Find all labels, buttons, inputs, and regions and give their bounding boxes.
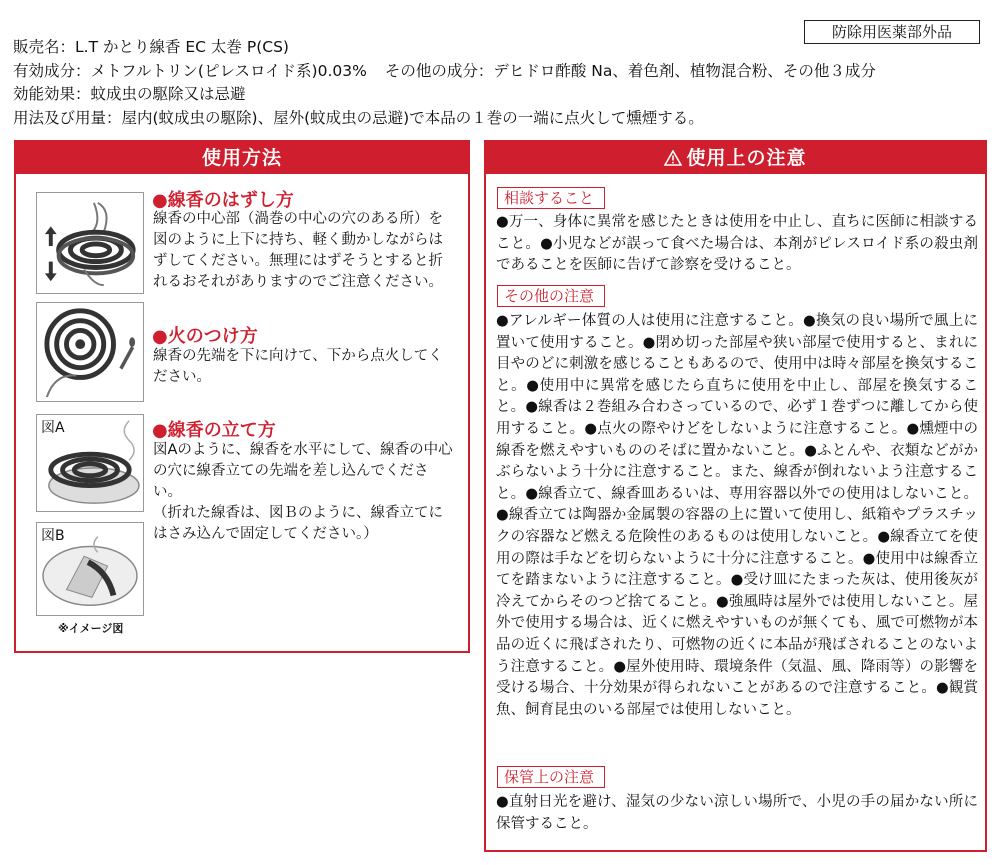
dosage: 用法及び用量：屋内(蚊成虫の駆除)、屋外(蚊成虫の忌避)で本品の１巻の一端に点火して燻煙する。	[13, 108, 704, 127]
section-label-consult: 相談すること	[497, 187, 605, 209]
product-info-header	[13, 36, 1000, 130]
active-ingredient: 有効成分：メトフルトリン(ピレスロイド系)0.03%	[13, 61, 367, 80]
lighting-illustration	[36, 302, 144, 402]
usage-panel	[14, 140, 470, 653]
step-body-stand: 図Aのように、線香を水平にして、線香の中心の穴に線香立ての先端を差し込んでください。 （折れた線香は、図Ｂのように、線香立てにはさみ込んで固定してください。）	[153, 442, 453, 542]
efficacy: 効能効果：蚊成虫の駆除又は忌避	[13, 85, 246, 103]
section-body-consult: ●万一、身体に異常を感じたときは使用を中止し、直ちに医師に相談すること。●小児などが誤って食べた場合は、本剤がピレスロイド系の殺虫剤であることを医師に告げて診察を受けること。	[496, 214, 978, 274]
figure-a-label: 図A	[41, 420, 65, 436]
product-name: 販売名：L.T かとり線香 EC 太巻 P(CS)	[13, 38, 289, 56]
cautions-title: 使用上の注意	[486, 142, 985, 174]
cautions-panel	[484, 140, 987, 852]
image-note: ※イメージ図	[58, 622, 124, 635]
figure-b-label: 図B	[41, 528, 65, 544]
step-body-remove: 線香の中心部（渦巻の中心の穴のある所）を図のように上下に持ち、軽く動かしながらはずしてください。無理にはずそうとすると折れるおそれがありますのでご注意ください。	[153, 211, 443, 290]
section-body-storage: ●直射日光を避け、湿気の少ない涼しい場所で、小児の手の届かない所に保管すること。	[496, 794, 978, 832]
usage-title: 使用方法	[16, 142, 468, 174]
figure-b	[36, 522, 144, 616]
warning-triangle-icon	[664, 142, 682, 174]
product-category-label: 防除用医薬部外品	[804, 20, 980, 44]
coil-separation-illustration	[36, 192, 144, 294]
ingredients-line	[13, 60, 1000, 84]
figure-a	[36, 414, 144, 512]
step-body-light: 線香の先端を下に向けて、下から点火してください。	[153, 348, 443, 385]
section-label-storage: 保管上の注意	[497, 766, 605, 788]
step-heading-light: ●火のつけ方	[152, 326, 258, 347]
section-label-other: その他の注意	[497, 285, 605, 307]
step-heading-remove: ●線香のはずし方	[152, 190, 294, 211]
section-body-other: ●アレルギー体質の人は使用に注意すること。●換気の良い場所で風上に置いて使用すること。●閉め切った部屋や狭い部屋で使用すると、まれに目やのどに刺激を感じることもあるので、使用中は時々部屋を換気すること。●使用中に異常を感じたら直ちに使用を中止し、部屋を換気すること。●線香は２巻組み合わさっているので、必ず１巻ずつに離してから使用すること。●点火の際やけどをしないように注意すること。●燻煙中の線香を燃えやすいもののそばに置かないこと。●ふとんや、衣類などがかぶらないよう十分に注意すること。また、線香が倒れないよう注意すること。●線香立て、線香皿あるいは、専用容器以外での使用はしないこと。●線香立ては陶器か金属製の容器の上に置いて使用し、紙箱やプラスチックの容器など燃える危険性のあるものは使用しないこと。●線香立てを使用の際は手などを切らないように十分に注意すること。●使用中は線香立てを踏まないように注意すること。●受け皿にたまった灰は、使用後灰が冷えてからそのつど捨てること。●強風時は屋外では使用しないこと。屋外で使用する場合は、近くに燃えやすいものが無くても、風で可燃物が本品の近くに飛ばされたり、可燃物の近くに本品が飛ばされることのないよう注意すること。●屋外使用時、環境条件（気温、風、降雨等）の影響を受ける場合、十分効果が得られないことがあるので注意すること。●観賞魚、飼育昆虫のいる部屋では使用しないこと。	[496, 313, 978, 718]
other-ingredients: その他の成分：デヒドロ酢酸 Na、着色剤、植物混合粉、その他３成分	[384, 61, 876, 80]
step-heading-stand: ●線香の立て方	[152, 420, 276, 441]
